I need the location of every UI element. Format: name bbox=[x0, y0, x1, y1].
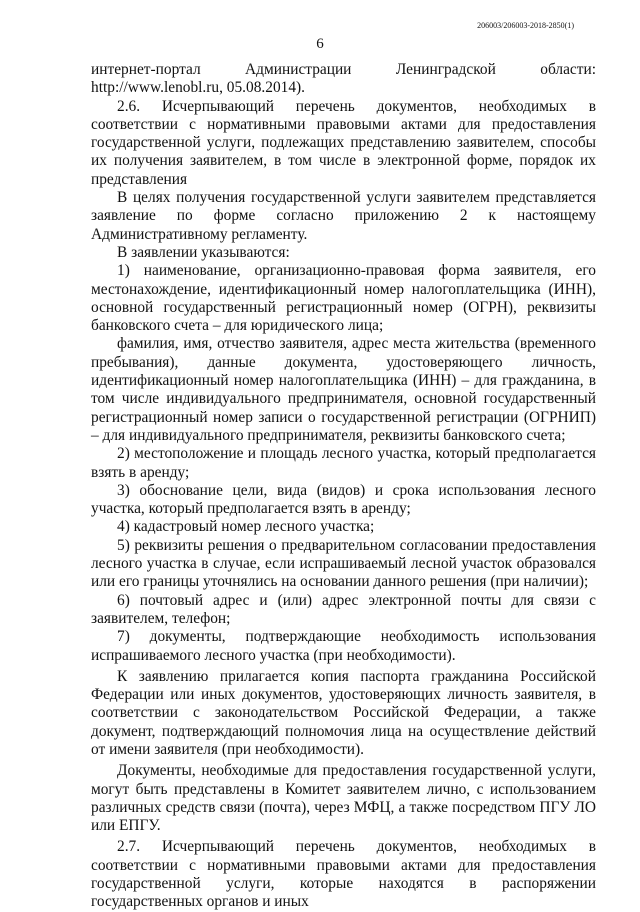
section-2-6-heading: 2.6. Исчерпывающий перечень документов, необходимых в соответствии с нормативными правовыми актами для предоставления государственной услуги, подлежащих представлению заявителем, способы их получения заявителем, в том числе в электронной форме, порядок их представления bbox=[91, 97, 596, 188]
paragraph-application-form: В целях получения государственной услуги заявителем представляется заявление по форме согласно приложению 2 к настоящему Административному регламенту. bbox=[91, 189, 596, 243]
paragraph-attachments: К заявлению прилагается копия паспорта гражданина Российской Федерации или иных документов, удостоверяющих личность заявителя, в соответствии с законодательством Российской Федерации, а также документ, подтверждающий полномочия лица на осуществление действий от имени заявителя (при необходимости). bbox=[91, 667, 596, 758]
list-item-1: 1) наименование, организационно-правовая форма заявителя, его местонахождение, идентификационный номер налогоплательщика (ИНН), основной государственный регистрационный номер (ОГРН), реквизиты банковского счета – для юридического лица; bbox=[91, 262, 596, 335]
section-2-7-heading: 2.7. Исчерпывающий перечень документов, необходимых в соответствии с нормативными правовыми актами для предоставления государственной услуги, которые находятся в распоряжении государственных органов и иных bbox=[91, 838, 596, 911]
list-item-7: 7) документы, подтверждающие необходимость использования испрашиваемого лесного участка (при необходимости). bbox=[91, 628, 596, 664]
list-item-6: 6) почтовый адрес и (или) адрес электронной почты для связи с заявителем, телефон; bbox=[91, 591, 596, 627]
paragraph-portal-line: интернет-портал Администрации Ленинградской области: http://www.lenobl.ru, 05.08.2014). bbox=[91, 61, 596, 97]
page-number: 6 bbox=[316, 36, 324, 52]
list-item-3: 3) обоснование цели, вида (видов) и срока использования лесного участка, который предполагается взять в аренду; bbox=[91, 481, 596, 518]
list-item-5: 5) реквизиты решения о предварительном согласовании предоставления лесного участка в случае, если испрашиваемый лесной участок образовался или его границы уточнялись на основании данного решения (при наличии); bbox=[91, 536, 596, 591]
list-item-2: 2) местоположение и площадь лесного участка, который предполагается взять в аренду; bbox=[91, 445, 596, 481]
document-body bbox=[91, 61, 596, 912]
document-code: 206003/206003-2018-2850(1) bbox=[477, 21, 574, 30]
paragraph-submission-methods: Документы, необходимые для предоставления государственной услуги, могут быть представлены в Комитет заявителем лично, с использованием различных средств связи (почта), через МФЦ, а также посредством ПГУ ЛО или ЕПГУ. bbox=[91, 762, 596, 835]
list-item-4: 4) кадастровый номер лесного участка; bbox=[117, 518, 375, 536]
paragraph-application-contents-intro: В заявлении указываются: bbox=[117, 243, 290, 261]
list-item-1-individual: фамилия, имя, отчество заявителя, адрес места жительства (временного пребывания), данные документа, удостоверяющего личность, идентификационный номер налогоплательщика (ИНН) – для гражданина, в том числе индивидуального предпринимателя, основной государственный регистрационный номер записи о государственной регистрации (ОГРНИП) – для индивидуального предпринимателя, реквизиты банковского счета; bbox=[91, 335, 596, 444]
